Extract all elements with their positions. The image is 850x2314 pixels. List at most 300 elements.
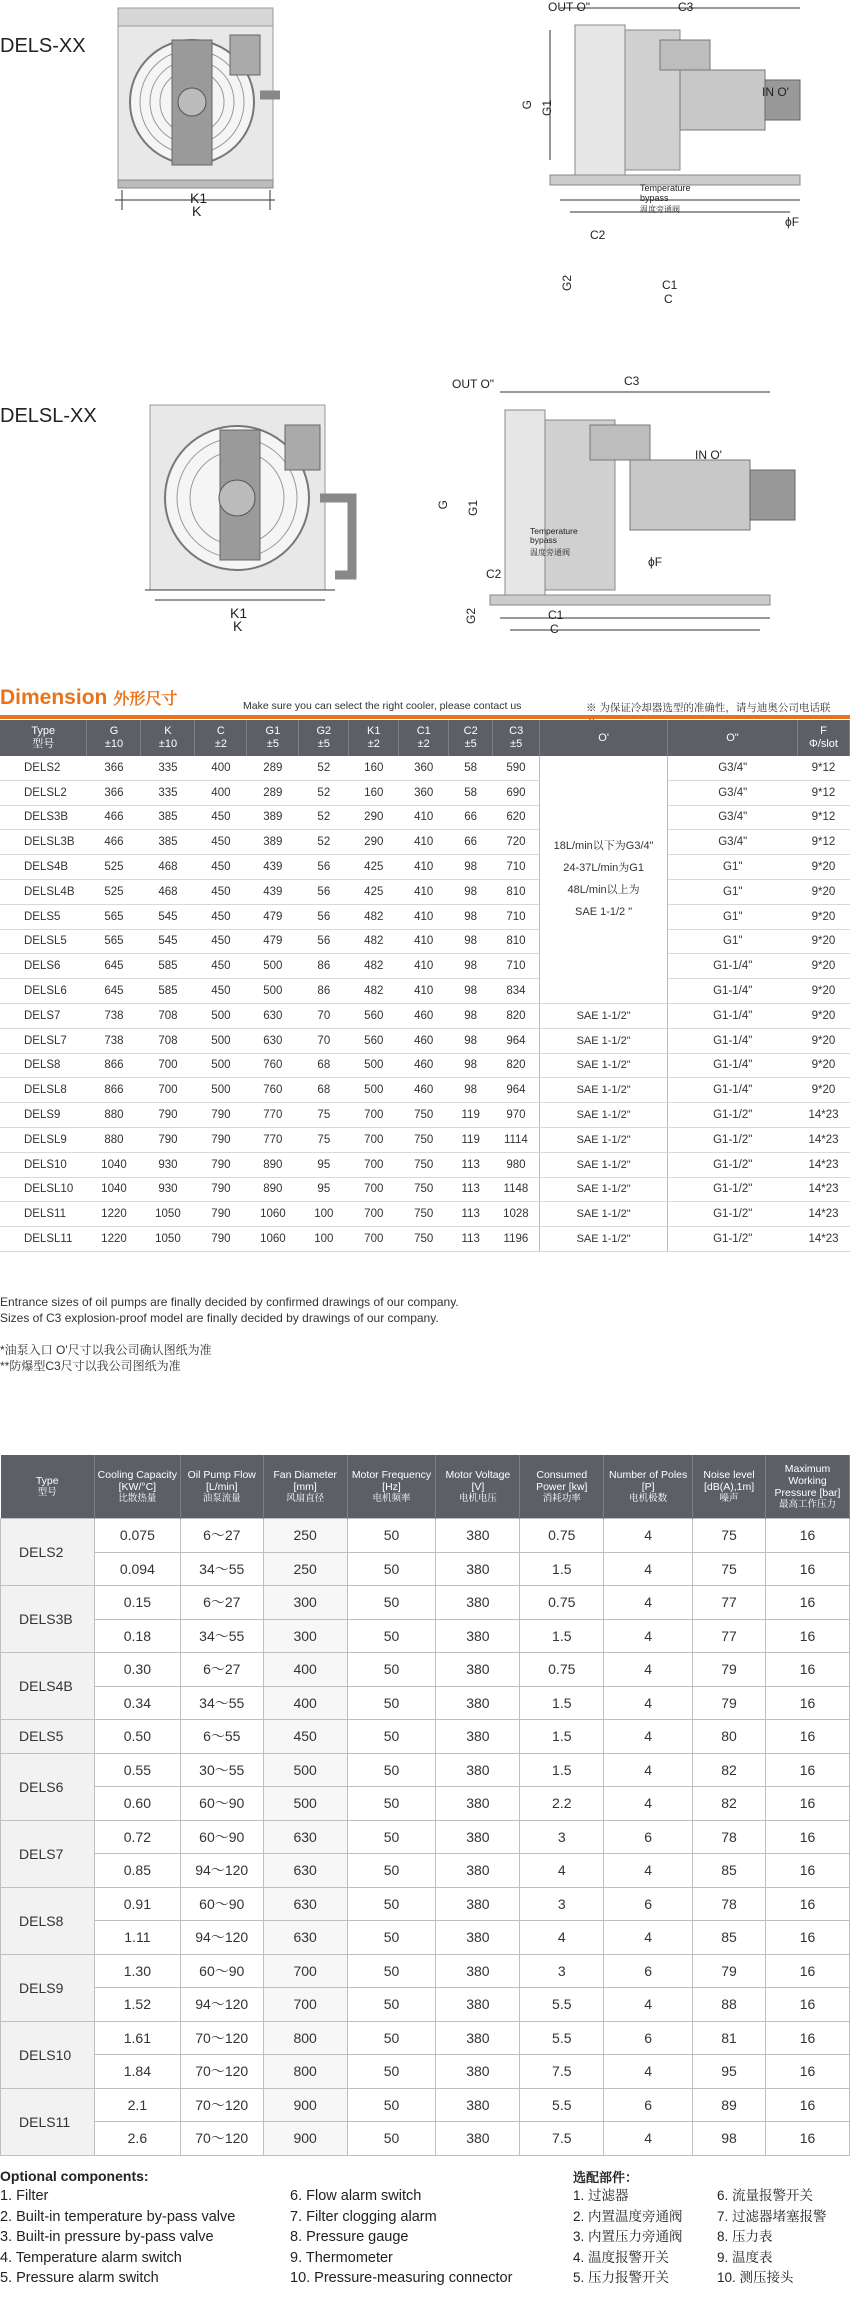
- dim-row: [0, 855, 850, 880]
- dim-cell-k1: 160: [349, 780, 399, 805]
- dim-cell-c3: 710: [493, 855, 540, 880]
- dim-cell-c3: 1114: [493, 1127, 540, 1152]
- perf-cell: 16: [766, 1753, 850, 1787]
- perf-cell: 80: [693, 1720, 766, 1754]
- dim-cell-k1: 700: [349, 1127, 399, 1152]
- dim-cell-k1: 290: [349, 805, 399, 830]
- perf-cell: 4: [604, 1753, 693, 1787]
- optional-item: 10. Pressure-measuring connector: [290, 2270, 513, 2286]
- dim-cell-type: DELS11: [0, 1202, 87, 1227]
- dim-cell-o2: G1": [668, 855, 798, 880]
- optional-item: 10. 测压接头: [717, 2270, 794, 2285]
- perf-cell: 5.5: [520, 1988, 604, 2022]
- perf-type: DELS10: [1, 2021, 95, 2088]
- optional-item: 7. 过滤器堵塞报警: [717, 2208, 827, 2224]
- perf-cell: 50: [347, 1686, 436, 1720]
- perf-cell: 1.5: [520, 1686, 604, 1720]
- dim-cell-c: 450: [195, 805, 247, 830]
- dim-header-sub: ±5: [464, 738, 477, 750]
- perf-cell: 800: [263, 2055, 347, 2089]
- dim-cell-f: 9*20: [797, 1028, 849, 1053]
- perf-cell: 4: [520, 1854, 604, 1888]
- optional-item: 3. 内置压力旁通阀: [573, 2229, 683, 2244]
- dim-cell-c3: 690: [493, 780, 540, 805]
- optional-item: 9. 温度表: [717, 2249, 773, 2265]
- dim-cell-g: 565: [87, 929, 141, 954]
- perf-cell: 800: [263, 2021, 347, 2055]
- perf-cell: 85: [693, 1921, 766, 1955]
- note-pump-size-cn: *油泵入口 O'尺寸以我公司确认图纸为准: [0, 1343, 212, 1357]
- perf-cell: 94～120: [180, 1921, 263, 1955]
- perf-cell: 5.5: [520, 2088, 604, 2122]
- dim-cell-o2: G1-1/2": [668, 1152, 798, 1177]
- dim-cell-k1: 700: [349, 1103, 399, 1128]
- perf-cell: 50: [347, 1988, 436, 2022]
- perf-cell: 4: [604, 1787, 693, 1821]
- dim-cell-c1: 460: [399, 1078, 449, 1103]
- perf-cell: 50: [347, 1854, 436, 1888]
- perf-cell: 6～55: [180, 1720, 263, 1754]
- perf-type: DELS4B: [1, 1653, 95, 1720]
- perf-header-cn: 比散热量: [118, 1492, 157, 1504]
- dim-cell-g: 525: [87, 879, 141, 904]
- model-label-delsl: DELSL-XX: [0, 405, 97, 427]
- perf-cell: 700: [263, 1988, 347, 2022]
- dim-cell-o2: G1-1/4": [668, 1078, 798, 1103]
- dim-c2-2: C2: [486, 567, 502, 581]
- dim-cell-type: DELSL4B: [0, 879, 87, 904]
- dim-cell-f: 9*12: [797, 830, 849, 855]
- dim-cell-type: DELSL11: [0, 1227, 87, 1252]
- dim-cell-c: 500: [195, 1078, 247, 1103]
- dimension-table: [0, 720, 850, 1252]
- dim-cell-o2: G1-1/4": [668, 979, 798, 1004]
- perf-cell: 16: [766, 2055, 850, 2089]
- dim-f: ϕF: [785, 215, 800, 229]
- dim-row: [0, 954, 850, 979]
- dim-cell-g1: 479: [247, 929, 299, 954]
- perf-cell: 0.30: [94, 1653, 180, 1687]
- dim-cell-o1: SAE 1-1/2": [540, 1202, 668, 1227]
- dels-front-view: [110, 0, 280, 215]
- dim-cell-f: 14*23: [797, 1177, 849, 1202]
- dim-cell-k: 468: [141, 879, 195, 904]
- perf-cell: 380: [436, 1686, 520, 1720]
- dim-header-sub: Φ/slot: [808, 738, 838, 750]
- dim-cell-c2: 113: [449, 1152, 493, 1177]
- dim-cell-g1: 890: [247, 1152, 299, 1177]
- dim-cell-o1: SAE 1-1/2": [540, 1177, 668, 1202]
- perf-cell: 4: [604, 1619, 693, 1653]
- dim-cell-g2: 70: [299, 1028, 349, 1053]
- perf-cell: 50: [347, 1619, 436, 1653]
- dim-cell-g2: 56: [299, 929, 349, 954]
- optional-item: 5. Pressure alarm switch: [0, 2270, 159, 2286]
- perf-cell: 380: [436, 2055, 520, 2089]
- dim-cell-o2: G1-1/2": [668, 1227, 798, 1252]
- dim-cell-o2: G1-1/2": [668, 1177, 798, 1202]
- dim-cell-g2: 75: [299, 1103, 349, 1128]
- dim-cell-f: 9*20: [797, 1078, 849, 1103]
- optional-list-3: [573, 2186, 683, 2289]
- dim-row: [0, 1103, 850, 1128]
- dim-out-2: OUT O": [452, 377, 495, 391]
- dim-g-2: G: [436, 500, 450, 510]
- dim-header-cell: [247, 720, 299, 756]
- dim-row: [0, 904, 850, 929]
- optional-item: 9. Thermometer: [290, 2249, 393, 2266]
- dim-cell-g2: 52: [299, 756, 349, 780]
- dim-cell-c3: 1148: [493, 1177, 540, 1202]
- perf-type: DELS11: [1, 2088, 95, 2155]
- dim-cell-o1: SAE 1-1/2": [540, 1127, 668, 1152]
- perf-cell: 6～27: [180, 1653, 263, 1687]
- dim-cell-c: 450: [195, 954, 247, 979]
- dim-row: [0, 805, 850, 830]
- dim-cell-c: 790: [195, 1177, 247, 1202]
- dim-cell-c2: 119: [449, 1127, 493, 1152]
- perf-cell: 700: [263, 1954, 347, 1988]
- dim-cell-g2: 52: [299, 830, 349, 855]
- note-c3-size: Sizes of C3 explosion-proof model are finally decided by drawings of our company.: [0, 1311, 439, 1325]
- dim-cell-k: 700: [141, 1053, 195, 1078]
- perf-cell: 50: [347, 1787, 436, 1821]
- perf-cell: 1.84: [94, 2055, 180, 2089]
- perf-cell: 16: [766, 2021, 850, 2055]
- dim-cell-k: 790: [141, 1127, 195, 1152]
- perf-cell: 3: [520, 1820, 604, 1854]
- perf-header-cn: 消耗功率: [542, 1492, 581, 1504]
- perf-cell: 16: [766, 1586, 850, 1620]
- perf-cell: 4: [604, 1552, 693, 1586]
- dim-cell-type: DELSL8: [0, 1078, 87, 1103]
- perf-cell: 82: [693, 1753, 766, 1787]
- dim-cell-f: 9*20: [797, 1053, 849, 1078]
- dim-cell-g1: 1060: [247, 1227, 299, 1252]
- perf-cell: 16: [766, 1854, 850, 1888]
- perf-header-en: Oil Pump Flow [L/min]: [187, 1468, 256, 1493]
- optional-item: 6. 流量报警开关: [717, 2188, 814, 2203]
- dim-cell-g: 738: [87, 1003, 141, 1028]
- dim-header-cell: [0, 720, 87, 756]
- perf-cell: 94～120: [180, 1988, 263, 2022]
- dim-row: [0, 1202, 850, 1227]
- dim-cell-c1: 410: [399, 954, 449, 979]
- dim-cell-g1: 500: [247, 979, 299, 1004]
- dim-cell-c3: 964: [493, 1078, 540, 1103]
- dim-header-label: K: [164, 725, 172, 737]
- perf-header-en: Maximum Working Pressure [bar]: [774, 1462, 841, 1499]
- perf-row: [1, 1921, 850, 1955]
- perf-cell: 0.75: [520, 1653, 604, 1687]
- dim-cell-c3: 970: [493, 1103, 540, 1128]
- dim-header-label: G2: [316, 725, 332, 737]
- dim-cell-k1: 700: [349, 1152, 399, 1177]
- perf-cell: 50: [347, 1552, 436, 1586]
- dim-header-label: O': [598, 731, 609, 744]
- dim-cell-c: 400: [195, 780, 247, 805]
- dim-c: C: [664, 292, 673, 306]
- dim-c3: C3: [678, 0, 694, 14]
- dim-cell-c1: 410: [399, 805, 449, 830]
- perf-header-en: Motor Frequency [Hz]: [351, 1468, 432, 1493]
- dim-cell-g: 880: [87, 1127, 141, 1152]
- perf-cell: 16: [766, 1820, 850, 1854]
- dim-cell-g2: 68: [299, 1053, 349, 1078]
- perf-cell: 6: [604, 2088, 693, 2122]
- dim-cell-g1: 439: [247, 855, 299, 880]
- dim-cell-k: 545: [141, 929, 195, 954]
- perf-cell: 16: [766, 1619, 850, 1653]
- perf-header-cn: 油泵流量: [202, 1492, 241, 1504]
- perf-cell: 5.5: [520, 2021, 604, 2055]
- perf-header-cell: [1, 1455, 95, 1519]
- dim-cell-c1: 410: [399, 929, 449, 954]
- dim-cell-k: 335: [141, 780, 195, 805]
- dim-cell-g: 366: [87, 756, 141, 780]
- dim-g: G: [520, 100, 534, 110]
- dim-header-sub: ±2: [417, 738, 430, 750]
- perf-type: DELS8: [1, 1887, 95, 1954]
- perf-cell: 380: [436, 1887, 520, 1921]
- perf-cell: 1.30: [94, 1954, 180, 1988]
- perf-cell: 1.5: [520, 1552, 604, 1586]
- dim-cell-o2: G1-1/4": [668, 954, 798, 979]
- perf-cell: 16: [766, 1921, 850, 1955]
- dim-header-label: F: [820, 725, 827, 737]
- dim-cell-c: 450: [195, 979, 247, 1004]
- dim-cell-c1: 460: [399, 1003, 449, 1028]
- optional-list-1: [0, 2186, 235, 2289]
- perf-row: [1, 1787, 850, 1821]
- perf-cell: 1.5: [520, 1720, 604, 1754]
- dim-cell-k1: 560: [349, 1003, 399, 1028]
- optional-title-cn: 选配部件：: [573, 2170, 639, 2185]
- dim-cell-g1: 439: [247, 879, 299, 904]
- perf-cell: 380: [436, 1720, 520, 1754]
- dim-row: [0, 1177, 850, 1202]
- perf-cell: 50: [347, 1820, 436, 1854]
- dim-header-cell: [797, 720, 849, 756]
- dim-cell-g1: 500: [247, 954, 299, 979]
- perf-cell: 900: [263, 2088, 347, 2122]
- dim-cell-g: 1220: [87, 1202, 141, 1227]
- dim-cell-o2: G1-1/2": [668, 1202, 798, 1227]
- perf-cell: 7.5: [520, 2122, 604, 2156]
- perf-row: [1, 1619, 850, 1653]
- dim-cell-c1: 360: [399, 780, 449, 805]
- dim-cell-c2: 113: [449, 1177, 493, 1202]
- perf-cell: 630: [263, 1820, 347, 1854]
- dim-cell-o1: SAE 1-1/2": [540, 1003, 668, 1028]
- perf-header-cell: [263, 1455, 347, 1519]
- perf-cell: 0.60: [94, 1787, 180, 1821]
- dim-header-label: G: [109, 725, 119, 737]
- perf-header-en: Motor Voltage [V]: [445, 1468, 511, 1493]
- dim-k-2: K: [233, 618, 243, 634]
- perf-cell: 3: [520, 1954, 604, 1988]
- perf-cell: 380: [436, 1653, 520, 1687]
- dim-header-sub: 型号: [32, 738, 55, 750]
- note-pump-size: Entrance sizes of oil pumps are finally decided by confirmed drawings of our company.: [0, 1295, 459, 1309]
- optional-list-2: [290, 2186, 512, 2289]
- dim-cell-f: 14*23: [797, 1103, 849, 1128]
- note-c3-size-cn: **防爆型C3尺寸以我公司图纸为准: [0, 1359, 181, 1373]
- dim-cell-c1: 410: [399, 904, 449, 929]
- dim-cell-o2: G1": [668, 904, 798, 929]
- perf-cell: 16: [766, 1720, 850, 1754]
- perf-cell: 4: [604, 1988, 693, 2022]
- dim-cell-type: DELSL6: [0, 979, 87, 1004]
- dim-cell-type: DELSL3B: [0, 830, 87, 855]
- dim-cell-o2: G1-1/4": [668, 1003, 798, 1028]
- perf-cell: 77: [693, 1586, 766, 1620]
- dim-cell-c2: 98: [449, 979, 493, 1004]
- perf-cell: 380: [436, 1787, 520, 1821]
- dim-cell-c3: 820: [493, 1053, 540, 1078]
- dim-cell-g: 1040: [87, 1177, 141, 1202]
- dim-in: IN O': [762, 85, 789, 99]
- dim-cell-k1: 560: [349, 1028, 399, 1053]
- perf-cell: 450: [263, 1720, 347, 1754]
- perf-cell: 400: [263, 1686, 347, 1720]
- dim-cell-o2: G1": [668, 879, 798, 904]
- dim-cell-c1: 360: [399, 756, 449, 780]
- dim-cell-type: DELSL2: [0, 780, 87, 805]
- perf-header-cn: 电机极数: [629, 1492, 668, 1504]
- perf-cell: 380: [436, 2021, 520, 2055]
- dim-cell-o1: SAE 1-1/2": [540, 1227, 668, 1252]
- dim-cell-g2: 95: [299, 1152, 349, 1177]
- perf-row: [1, 1854, 850, 1888]
- perf-cell: 7.5: [520, 2055, 604, 2089]
- perf-cell: 88: [693, 1988, 766, 2022]
- dim-cell-type: DELSL7: [0, 1028, 87, 1053]
- dim-cell-f: 9*12: [797, 756, 849, 780]
- perf-cell: 89: [693, 2088, 766, 2122]
- dim-cell-c3: 1196: [493, 1227, 540, 1252]
- dim-cell-k: 700: [141, 1078, 195, 1103]
- dim-cell-o2: G3/4": [668, 756, 798, 780]
- perf-header-en: Cooling Capacity [KW/°C]: [97, 1468, 178, 1493]
- dim-cell-g2: 68: [299, 1078, 349, 1103]
- dim-header-cell: [668, 720, 798, 756]
- dim-header-sub: ±10: [104, 738, 124, 750]
- perf-type: DELS5: [1, 1720, 95, 1754]
- dim-cell-c3: 710: [493, 904, 540, 929]
- dim-cell-c3: 1028: [493, 1202, 540, 1227]
- bypass-label: Temperature bypass: [640, 183, 691, 203]
- dim-header-sub: ±5: [510, 738, 523, 750]
- dim-header-cell: [399, 720, 449, 756]
- dim-cell-k1: 482: [349, 979, 399, 1004]
- perf-row: [1, 1653, 850, 1687]
- perf-cell: 380: [436, 2122, 520, 2156]
- dim-header-sub: ±5: [266, 738, 279, 750]
- dim-cell-c3: 810: [493, 879, 540, 904]
- dim-cell-type: DELS5: [0, 904, 87, 929]
- dim-cell-g: 366: [87, 780, 141, 805]
- dim-cell-c: 450: [195, 879, 247, 904]
- perf-cell: 380: [436, 1753, 520, 1787]
- dim-cell-c2: 66: [449, 830, 493, 855]
- dim-cell-c2: 119: [449, 1103, 493, 1128]
- perf-cell: 16: [766, 1887, 850, 1921]
- perf-cell: 81: [693, 2021, 766, 2055]
- dim-cell-c3: 620: [493, 805, 540, 830]
- perf-cell: 1.52: [94, 1988, 180, 2022]
- perf-header-en: Noise level [dB(A),1m]: [703, 1468, 755, 1493]
- dim-cell-c3: 834: [493, 979, 540, 1004]
- dim-row: [0, 1053, 850, 1078]
- perf-cell: 79: [693, 1954, 766, 1988]
- perf-cell: 98: [693, 2122, 766, 2156]
- dim-cell-c2: 113: [449, 1202, 493, 1227]
- perf-cell: 16: [766, 2088, 850, 2122]
- dim-cell-k1: 482: [349, 929, 399, 954]
- perf-cell: 0.85: [94, 1854, 180, 1888]
- perf-row: [1, 2021, 850, 2055]
- perf-cell: 380: [436, 1854, 520, 1888]
- perf-header-en: Consumed Power [kw]: [536, 1468, 588, 1493]
- perf-cell: 0.91: [94, 1887, 180, 1921]
- dim-cell-type: DELS9: [0, 1103, 87, 1128]
- dim-cell-c3: 964: [493, 1028, 540, 1053]
- perf-cell: 0.75: [520, 1519, 604, 1553]
- perf-cell: 75: [693, 1519, 766, 1553]
- dim-cell-c1: 750: [399, 1177, 449, 1202]
- optional-item: 2. 内置温度旁通阀: [573, 2208, 683, 2224]
- dim-cell-g1: 890: [247, 1177, 299, 1202]
- perf-header-en: Type: [35, 1474, 59, 1487]
- dim-row: [0, 879, 850, 904]
- dim-cell-type: DELS3B: [0, 805, 87, 830]
- perf-cell: 16: [766, 1988, 850, 2022]
- dim-row: [0, 979, 850, 1004]
- dim-cell-k1: 700: [349, 1202, 399, 1227]
- dim-cell-k1: 425: [349, 879, 399, 904]
- dim-header-label: Type: [31, 725, 56, 737]
- perf-cell: 1.61: [94, 2021, 180, 2055]
- dim-o1-line: 18L/min以下为G3/4": [553, 840, 654, 853]
- perf-cell: 630: [263, 1887, 347, 1921]
- perf-cell: 380: [436, 1619, 520, 1653]
- perf-cell: 0.75: [520, 1586, 604, 1620]
- dim-cell-o2: G1": [668, 929, 798, 954]
- dim-cell-type: DELS10: [0, 1152, 87, 1177]
- dim-g2: G2: [560, 275, 574, 292]
- dim-cell-f: 9*20: [797, 979, 849, 1004]
- perf-row: [1, 1988, 850, 2022]
- dim-cell-c2: 98: [449, 904, 493, 929]
- perf-row: [1, 2055, 850, 2089]
- dim-cell-o1-merged: [540, 756, 668, 1003]
- dim-row: [0, 929, 850, 954]
- perf-cell: 60～90: [180, 1787, 263, 1821]
- perf-cell: 50: [347, 2021, 436, 2055]
- dim-cell-f: 14*23: [797, 1227, 849, 1252]
- dim-cell-g2: 70: [299, 1003, 349, 1028]
- perf-cell: 50: [347, 1954, 436, 1988]
- dim-cell-c1: 750: [399, 1127, 449, 1152]
- dim-cell-g1: 1060: [247, 1202, 299, 1227]
- dim-cell-c2: 66: [449, 805, 493, 830]
- perf-row: [1, 1954, 850, 1988]
- optional-item: 1. 过滤器: [573, 2188, 629, 2203]
- dim-cell-type: DELS7: [0, 1003, 87, 1028]
- perf-cell: 6～27: [180, 1586, 263, 1620]
- dim-cell-o2: G1-1/2": [668, 1103, 798, 1128]
